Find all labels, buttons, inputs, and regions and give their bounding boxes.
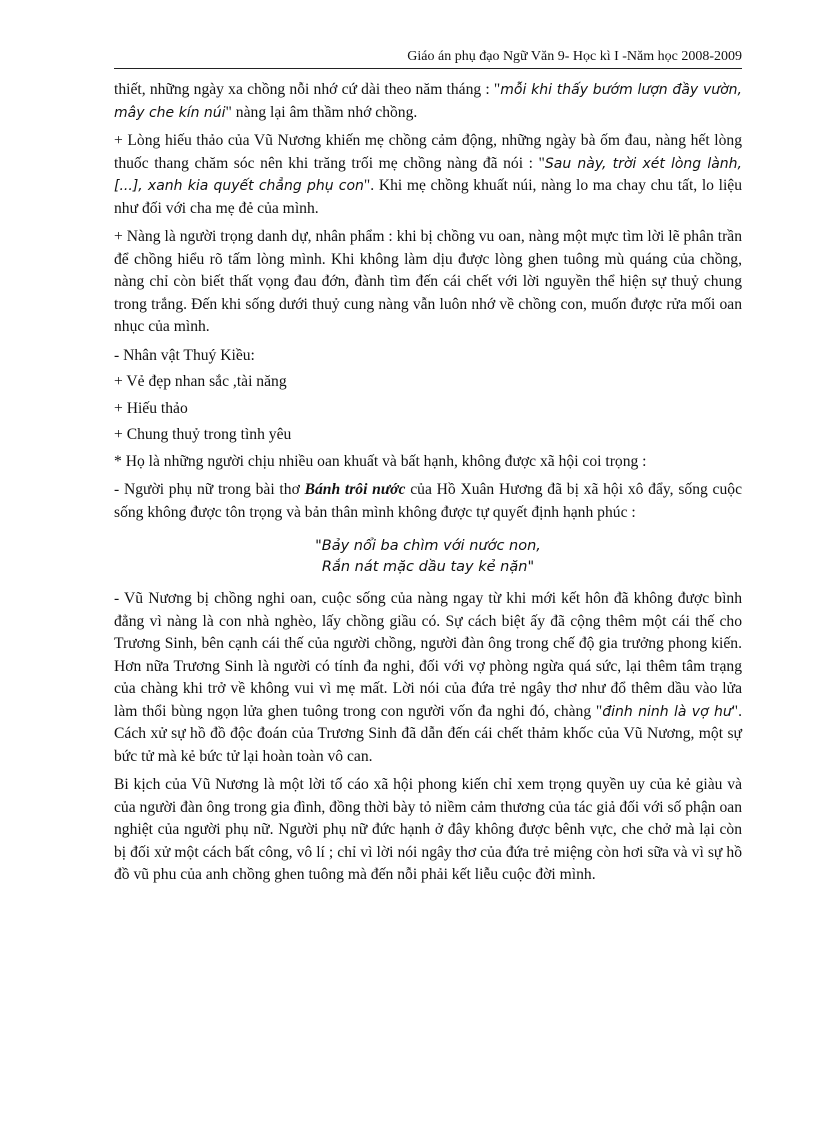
text: ". Khi mẹ chồng khuất núi, nàng lo ma chay chu tất, lo liệu như đối với cha mẹ đẻ của mình. [114,177,743,217]
page-header: Giáo án phụ đạo Ngữ Văn 9- Học kì I -Năm học 2008-2009 [114,48,742,69]
text: thiết, những ngày xa chồng nỗi nhớ cứ dài theo năm tháng : " [114,81,501,98]
text: - Vũ Nương bị chồng nghi oan, cuộc sống của nàng ngay từ khi mới kết hôn đã không được bình đẳng vì nàng là con nhà nghèo, lấy chồng giầu có. Sự cách biệt ấy đã cộng thêm một cái thế cho Trương Sinh, bên cạnh cái thế của người chồng, người đàn ông trong chế độ gia trưởng phong kiến. Hơn nữa Trương Sinh là người có tính đa nghi, đối với vợ phòng ngừa quá sức, lại thêm tâm trạng của chàng khi trở về không vui vì mẹ mất. Lời nói của đứa trẻ ngây thơ như đổ thêm dầu vào lửa làm thổi bùng ngọn lửa ghen tuông trong con người vốn đa nghi đó, chàng " [114,590,742,720]
document-page [114,48,742,893]
paragraph-banh-troi-nuoc [114,479,742,524]
quote: mỗi khi thấy bướm lượn đầy vườn, mây che kín núi [114,82,742,121]
poem-line-2: Rắn nát mặc dầu tay kẻ nặn" [321,559,535,575]
text: - Người phụ nữ trong bài thơ [114,481,305,498]
poem-line-1: "Bảy nổi ba chìm với nước non, [315,538,541,554]
paragraph-injustice: * Họ là những người chịu nhiều oan khuất và bất hạnh, không được xã hội coi trọng : [114,452,647,470]
paragraph-filial-piety [114,130,742,220]
text: " nàng lại âm thầm nhớ chồng. [225,103,418,121]
paragraph-longing [114,79,742,124]
paragraph-dignity: + Nàng là người trọng danh dự, nhân phẩm : khi bị chồng vu oan, nàng một mực tìm lời lẽ phân trần để chồng hiểu rõ tấm lòng mình. Khi không làm dịu được lòng ghen tuông mù quáng của chồng, nàng chỉ còn biết thất vọng đau đớn, đành tìm đến cái chết với lời nguyền thể hiện sự thuỷ chung trong trắng. Đến khi sống dưới thuỷ cung nàng vẫn luôn nhớ về chồng con, muốn được rửa mối oan nhục của mình. [114,228,742,335]
poem-title: Bánh trôi nước [304,481,406,498]
heading-thuy-kieu: - Nhân vật Thuý Kiều: [114,346,255,364]
list-item-loyalty: + Chung thuỷ trong tình yêu [114,426,292,443]
quote: đinh ninh là vợ hư [602,703,732,720]
text: ". Cách xử sự hồ đồ độc đoán của Trương Sinh đã dẫn đến cái chết thảm khốc của Vũ Nương, một sự bức tử mà kẻ bức tử lại hoàn toàn vô can. [114,702,742,765]
list-item-filial: + Hiếu thảo [114,399,188,417]
text: + Lòng hiếu thảo của Vũ Nương khiến mẹ chồng cảm động, những ngày bà ốm đau, nàng hết lòng thuốc thang chăm sóc nên khi trăng trối mẹ chồng nàng đã nói : " [114,132,742,172]
quote: Sau này, trời xét lòng lành, [...], xanh kia quyết chẳng phụ con [114,155,742,194]
list-item-beauty: + Vẻ đẹp nhan sắc ,tài năng [114,373,287,390]
paragraph-vu-nuong-suspicion [114,588,742,768]
paragraph-tragedy: Bi kịch của Vũ Nương là một lời tố cáo xã hội phong kiến chỉ xem trọng quyền uy của kẻ giàu và của người đàn ông trong gia đình, đồng thời bày tỏ niềm cảm thương của tác giả đối với số phận oan nghiệt của người phụ nữ. Người phụ nữ đức hạnh ở đây không được bênh vực, che chở mà lại còn bị đối xử một cách bất công, vô lí ; chỉ vì lời nói ngây thơ của đứa trẻ miệng còn hơi sữa và vì sự hồ đồ vũ phu của anh chồng ghen tuông mà đến nỗi phải kết liễu cuộc đời mình. [114,776,742,883]
text: của Hồ Xuân Hương đã bị xã hội xô đẩy, sống cuộc sống không được tôn trọng và bản thân mình không được tự quyết định hạnh phúc : [114,481,742,521]
poem-quote [114,536,742,578]
